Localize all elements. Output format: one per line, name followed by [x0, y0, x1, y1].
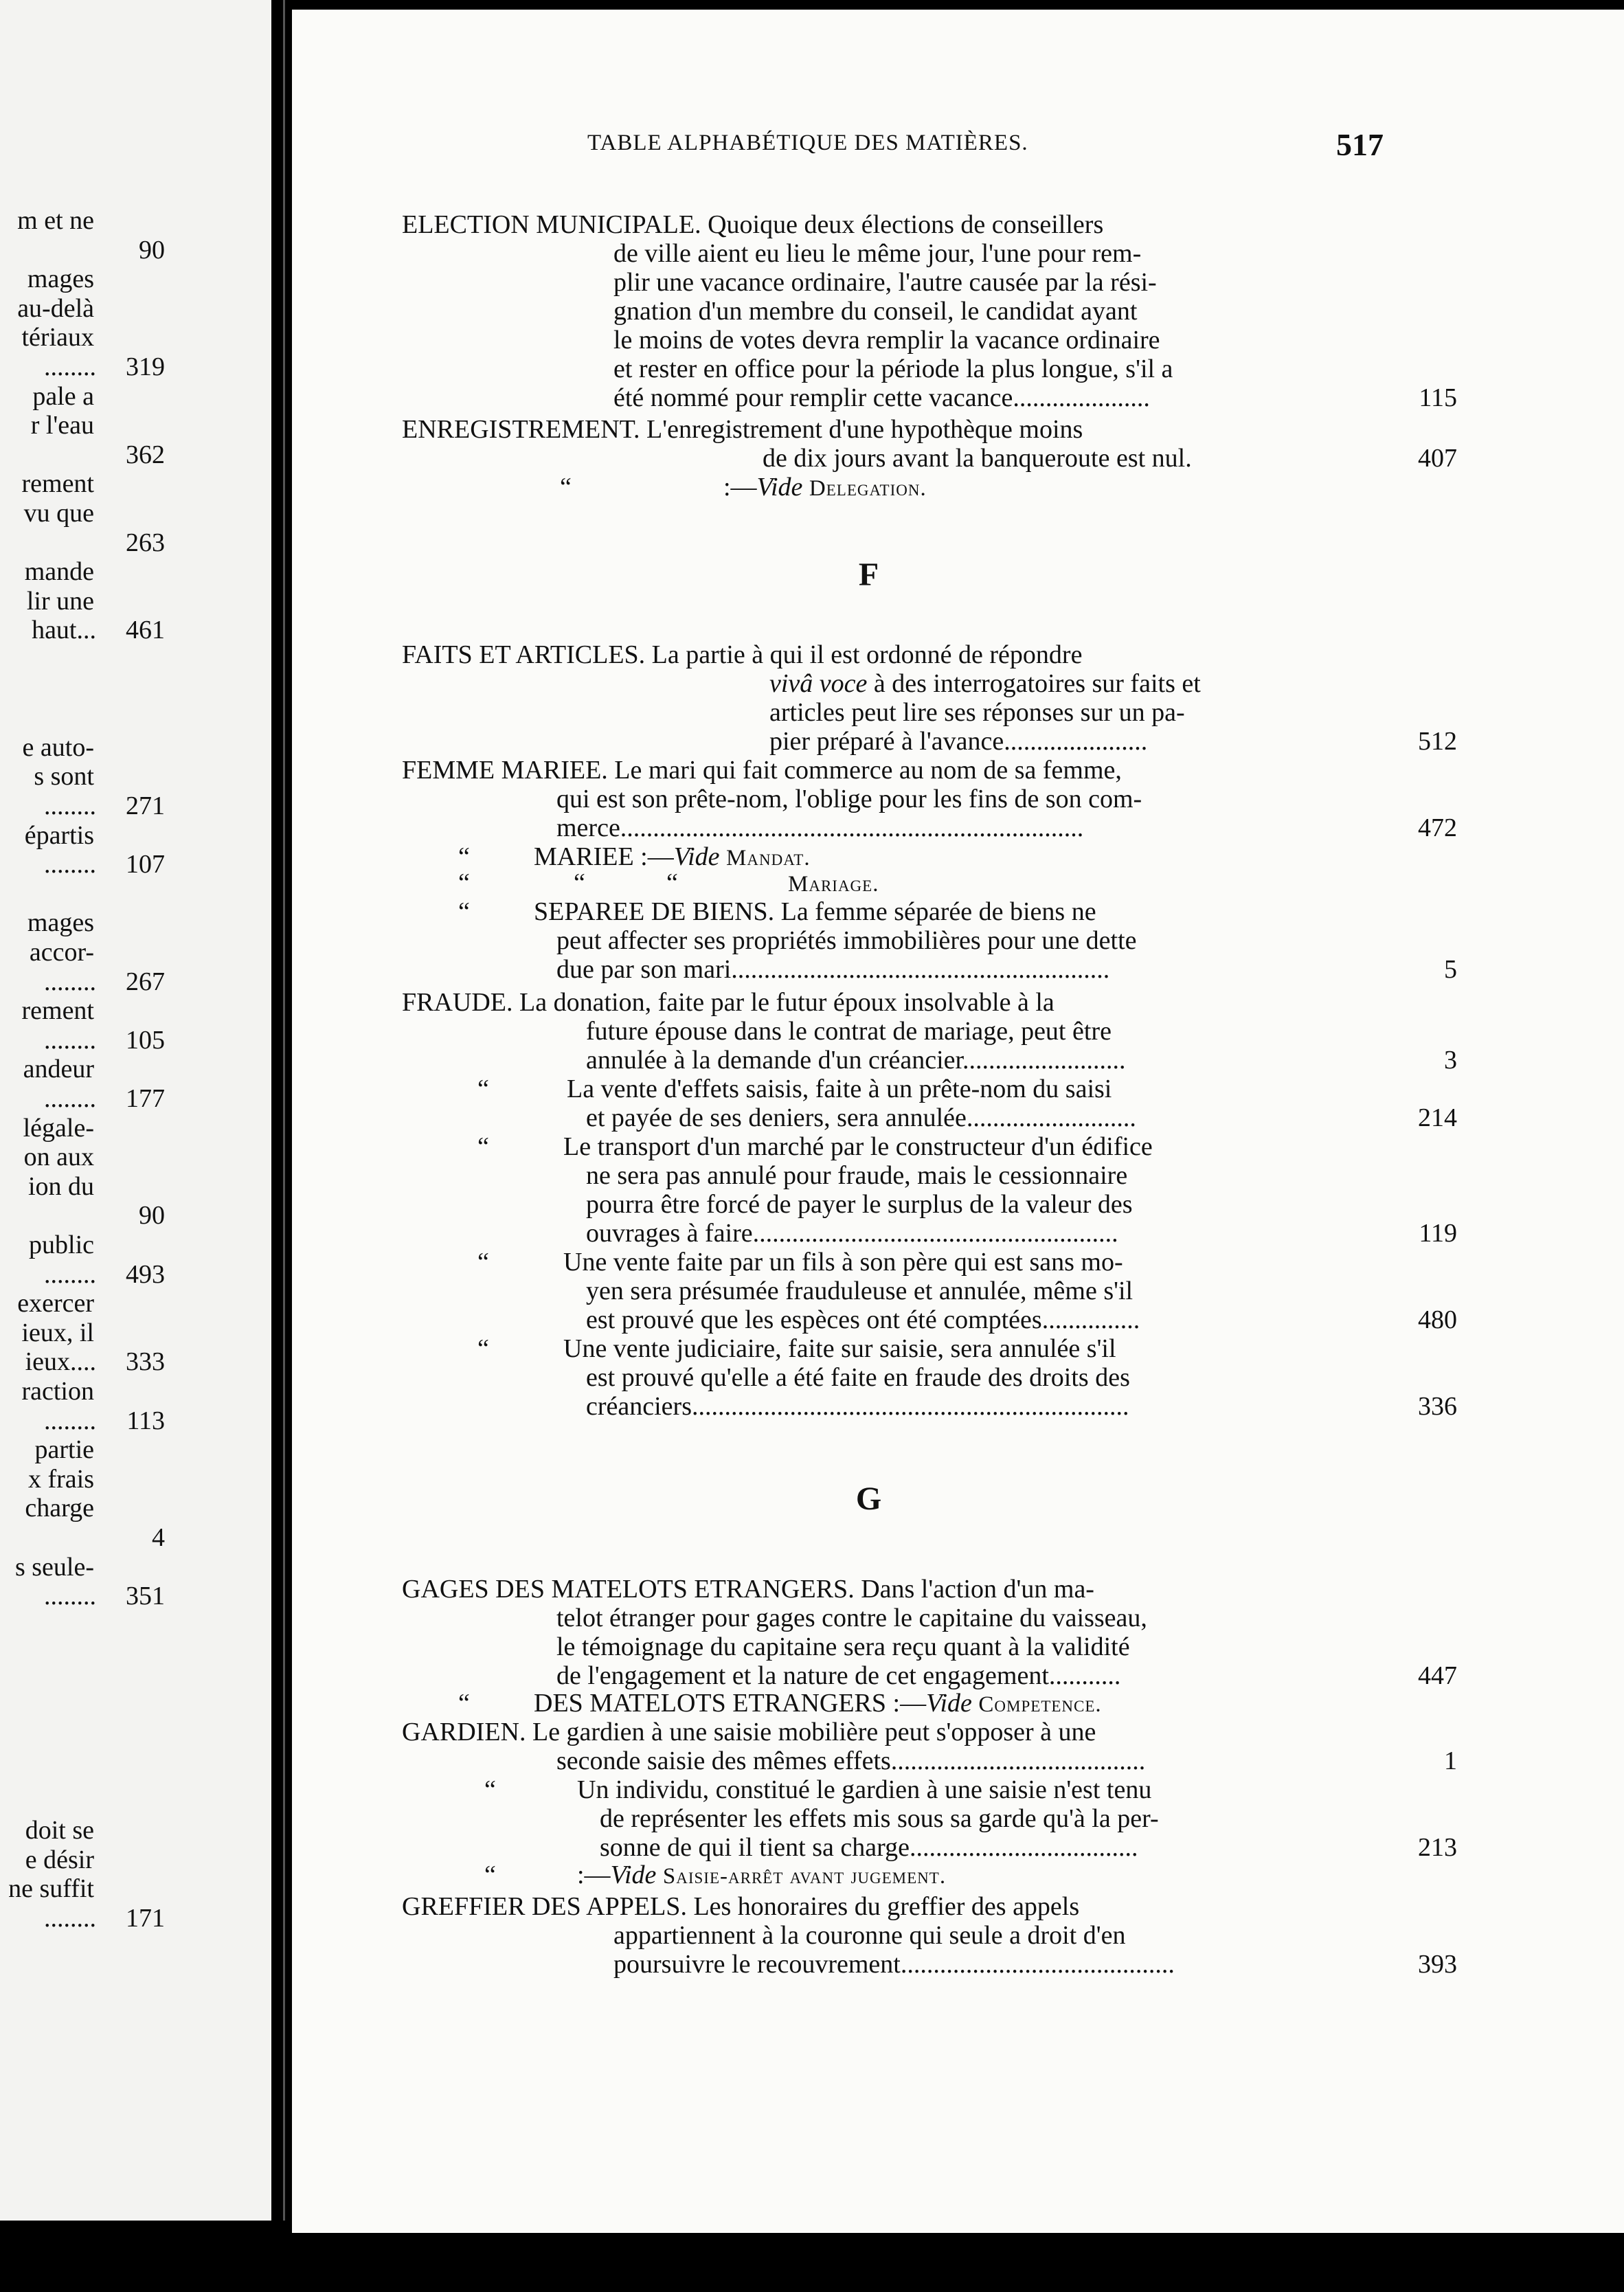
- entry-line: de l'engagement et la nature de cet engagement...........: [556, 1661, 1121, 1690]
- entry-line: appartiennent à la couronne qui seule a droit d'en: [613, 1921, 1126, 1950]
- left-page-text-fragment: ........: [44, 1406, 96, 1435]
- left-page-page-reference: 461: [126, 616, 165, 645]
- entry-line: ne sera pas annulé pour fraude, mais le cessionnaire: [586, 1161, 1128, 1190]
- entry-line: GREFFIER DES APPELS. Les honoraires du greffier des appels: [402, 1892, 1080, 1921]
- entry-line: ouvrages à faire........................................................: [586, 1219, 1118, 1248]
- left-page-text-fragment: ieux....: [25, 1347, 96, 1377]
- entry-line: vivâ voce à des interrogatoires sur faits et: [769, 669, 1201, 698]
- entry-line: de ville aient eu lieu le même jour, l'une pour rem-: [613, 239, 1142, 268]
- left-page-page-reference: 171: [126, 1903, 165, 1933]
- entry-line: articles peut lire ses réponses sur un pa-: [769, 698, 1185, 727]
- page-reference: 5: [1444, 955, 1457, 984]
- left-page-page-reference: 271: [126, 791, 165, 820]
- entry-line: de représenter les effets mis sous sa garde qu'à la per-: [600, 1804, 1159, 1833]
- left-page-text-fragment: ........: [44, 1259, 96, 1289]
- page-reference: 214: [1418, 1103, 1457, 1132]
- left-page-text-fragment: partie: [34, 1435, 94, 1465]
- left-page-page-reference: 362: [126, 440, 165, 469]
- entry-line: pourra être forcé de payer le surplus de la valeur des: [586, 1190, 1133, 1219]
- entry-line: et rester en office pour la période la plus longue, s'il a: [613, 355, 1173, 383]
- entry-line: et payée de ses deniers, sera annulée..........................: [586, 1103, 1136, 1132]
- left-page-page-reference: 319: [126, 352, 165, 381]
- left-page-text-fragment: rement: [21, 469, 94, 499]
- left-page-text-fragment: ........: [44, 1582, 96, 1611]
- page-reference: 213: [1418, 1833, 1457, 1862]
- entry-line: le témoignage du capitaine sera reçu quant à la validité: [556, 1632, 1130, 1661]
- entry-line: pier préparé à l'avance......................: [769, 727, 1148, 756]
- entry-line: Une vente faite par un fils à son père qui est sans mo-: [563, 1248, 1123, 1277]
- left-page-page-reference: 333: [126, 1347, 165, 1377]
- left-page-page-reference: 90: [139, 1201, 165, 1231]
- left-page-text-fragment: rement: [21, 996, 94, 1026]
- section-letter-g: G: [855, 1481, 882, 1517]
- left-page-text-fragment: mande: [24, 557, 94, 587]
- entry-line: été nommé pour remplir cette vacance.....................: [613, 383, 1150, 412]
- entry-line: créanciers...................................................................: [586, 1392, 1129, 1421]
- page-reference: 115: [1419, 383, 1457, 412]
- left-page-text-fragment: charge: [25, 1494, 94, 1523]
- page-reference: 393: [1418, 1950, 1457, 1979]
- entry-line: ELECTION MUNICIPALE. Quoique deux élections de conseillers: [402, 210, 1104, 239]
- cross-reference: :—Vide Saisie-arrêt avant jugement.: [577, 1861, 947, 1889]
- ditto-mark: “: [458, 842, 470, 871]
- entry-line: le moins de votes devra remplir la vacance ordinaire: [613, 326, 1160, 355]
- entry-line: FAITS ET ARTICLES. La partie à qui il est ordonné de répondre: [402, 640, 1083, 669]
- entry-line: La vente d'effets saisis, faite à un prête-nom du saisi: [567, 1075, 1112, 1103]
- cross-reference: Mariage.: [788, 872, 879, 897]
- entry-line: SEPAREE DE BIENS. La femme séparée de biens ne: [534, 897, 1096, 926]
- left-page-page-reference: 107: [126, 850, 165, 879]
- ditto-mark: “: [458, 868, 470, 897]
- running-header-title: TABLE ALPHABÉTIQUE DES MATIÈRES.: [587, 131, 1028, 155]
- cross-reference: :—Vide Delegation.: [723, 473, 927, 502]
- entry-line: qui est son prête-nom, l'oblige pour les fins de son com-: [556, 785, 1142, 813]
- left-page-page-reference: 263: [126, 528, 165, 557]
- left-page-text-fragment: s seule-: [14, 1552, 94, 1582]
- entry-line: sonne de qui il tient sa charge...................................: [600, 1833, 1138, 1862]
- ditto-mark: “: [484, 1861, 496, 1889]
- left-page-text-fragment: ion du: [27, 1171, 94, 1201]
- entry-line: Un individu, constitué le gardien à une saisie n'est tenu: [577, 1775, 1152, 1804]
- left-page-text-fragment: ieux, il: [21, 1318, 94, 1347]
- entry-line: peut affecter ses propriétés immobilières pour une dette: [556, 926, 1137, 955]
- ditto-mark: “: [458, 1689, 470, 1718]
- ditto-mark: “: [666, 868, 678, 897]
- left-page-text-fragment: ........: [44, 1903, 96, 1933]
- left-page-text-fragment: mages: [27, 908, 94, 938]
- left-page-text-fragment: au-delà: [17, 293, 94, 323]
- left-page-page-reference: 267: [126, 967, 165, 996]
- left-page-text-fragment: s sont: [34, 762, 94, 791]
- ditto-mark: “: [560, 473, 572, 502]
- left-page-page-reference: 90: [139, 235, 165, 265]
- page-reference: 472: [1418, 813, 1457, 842]
- page-reference: 119: [1419, 1219, 1457, 1248]
- left-page-page-reference: 4: [152, 1523, 165, 1552]
- left-page-text-fragment: ........: [44, 1025, 96, 1055]
- left-page-text-fragment: m et ne: [17, 206, 94, 235]
- page-reference: 480: [1418, 1305, 1457, 1334]
- cross-reference: MARIEE :—Vide Mandat.: [534, 842, 811, 871]
- section-letter-f: F: [858, 557, 879, 593]
- left-page-text-fragment: tériaux: [21, 323, 94, 352]
- page-reference: 407: [1418, 444, 1457, 473]
- entry-line: GAGES DES MATELOTS ETRANGERS. Dans l'action d'un ma-: [402, 1575, 1094, 1604]
- left-page-page-reference: 493: [126, 1259, 165, 1289]
- entry-line: GARDIEN. Le gardien à une saisie mobilière peut s'opposer à une: [402, 1718, 1096, 1746]
- left-page-text-fragment: ........: [44, 791, 96, 820]
- ditto-mark: “: [484, 1775, 496, 1804]
- ditto-mark: “: [574, 868, 585, 897]
- left-page-page-reference: 351: [126, 1582, 165, 1611]
- left-page-text-fragment: accor-: [29, 938, 94, 967]
- left-page-text-fragment: e auto-: [22, 732, 94, 762]
- left-page-text-fragment: ........: [44, 850, 96, 879]
- left-page-text-fragment: andeur: [23, 1055, 94, 1084]
- ditto-mark: “: [477, 1248, 489, 1277]
- left-page-text-fragment: mages: [27, 265, 94, 294]
- entry-line: FEMME MARIEE. Le mari qui fait commerce au nom de sa femme,: [402, 756, 1122, 785]
- entry-line: due par son mari..........................................................: [556, 955, 1110, 984]
- entry-line: plir une vacance ordinaire, l'autre causée par la rési-: [613, 268, 1157, 297]
- page-reference: 3: [1444, 1046, 1457, 1075]
- entry-line: FRAUDE. La donation, faite par le futur époux insolvable à la: [402, 988, 1055, 1017]
- ditto-mark: “: [477, 1334, 489, 1363]
- entry-line: est prouvé que les espèces ont été comptées...............: [586, 1305, 1140, 1334]
- ditto-mark: “: [458, 897, 470, 926]
- left-page-text-fragment: on aux: [23, 1143, 94, 1172]
- left-page-page-reference: 105: [126, 1025, 165, 1055]
- page-reference: 336: [1418, 1392, 1457, 1421]
- cross-reference: DES MATELOTS ETRANGERS :—Vide Competence.: [534, 1689, 1102, 1718]
- left-page-text-fragment: public: [29, 1231, 94, 1259]
- left-page-text-fragment: raction: [21, 1377, 94, 1406]
- page-reference: 447: [1418, 1661, 1457, 1690]
- left-page-text-fragment: épartis: [24, 820, 94, 850]
- left-page-text-fragment: ........: [44, 352, 96, 381]
- entry-line: Une vente judiciaire, faite sur saisie, sera annulée s'il: [563, 1334, 1116, 1363]
- entry-line: Le transport d'un marché par le constructeur d'un édifice: [563, 1132, 1153, 1161]
- left-page-text-fragment: vu que: [23, 499, 94, 528]
- entry-line: annulée à la demande d'un créancier.........................: [586, 1046, 1126, 1075]
- entry-line: de dix jours avant la banqueroute est nul.: [763, 444, 1192, 473]
- left-page-text-fragment: légale-: [23, 1113, 94, 1143]
- entry-line: est prouvé qu'elle a été faite en fraude des droits des: [586, 1363, 1130, 1392]
- ditto-mark: “: [477, 1075, 489, 1103]
- entry-line: seconde saisie des mêmes effets.......................................: [556, 1746, 1146, 1775]
- left-page-text-fragment: haut...: [32, 616, 96, 645]
- left-page-page-reference: 113: [126, 1406, 165, 1435]
- entry-line: yen sera présumée frauduleuse et annulée, même s'il: [586, 1277, 1134, 1305]
- left-page-text-fragment: ........: [44, 967, 96, 996]
- entry-line: telot étranger pour gages contre le capitaine du vaisseau,: [556, 1604, 1147, 1632]
- page-number: 517: [1336, 127, 1384, 162]
- left-page-text-fragment: doit se: [25, 1816, 94, 1845]
- ditto-mark: “: [477, 1132, 489, 1161]
- entry-line: poursuivre le recouvrement..........................................: [613, 1950, 1175, 1979]
- entry-line: gnation d'un membre du conseil, le candidat ayant: [613, 297, 1138, 326]
- entry-line: future épouse dans le contrat de mariage, peut être: [586, 1017, 1112, 1046]
- left-page-text-fragment: x frais: [27, 1464, 94, 1494]
- left-page-fragment: [0, 0, 271, 2221]
- left-page-text-fragment: e désir: [25, 1845, 94, 1874]
- left-page-text-fragment: r l'eau: [30, 411, 94, 440]
- left-page-text-fragment: lir une: [26, 586, 94, 616]
- page-reference: 512: [1418, 727, 1457, 756]
- left-page-page-reference: 177: [126, 1084, 165, 1113]
- right-page: [292, 10, 1624, 2233]
- entry-line: merce.......................................................................: [556, 813, 1084, 842]
- left-page-text-fragment: ........: [44, 1084, 96, 1113]
- page-gutter: [283, 0, 285, 2221]
- page-reference: 1: [1444, 1746, 1457, 1775]
- left-page-text-fragment: pale a: [32, 381, 94, 411]
- left-page-text-fragment: ne suffit: [8, 1874, 94, 1904]
- left-page-text-fragment: exercer: [17, 1289, 94, 1318]
- entry-line: ENREGISTREMENT. L'enregistrement d'une hypothèque moins: [402, 415, 1083, 444]
